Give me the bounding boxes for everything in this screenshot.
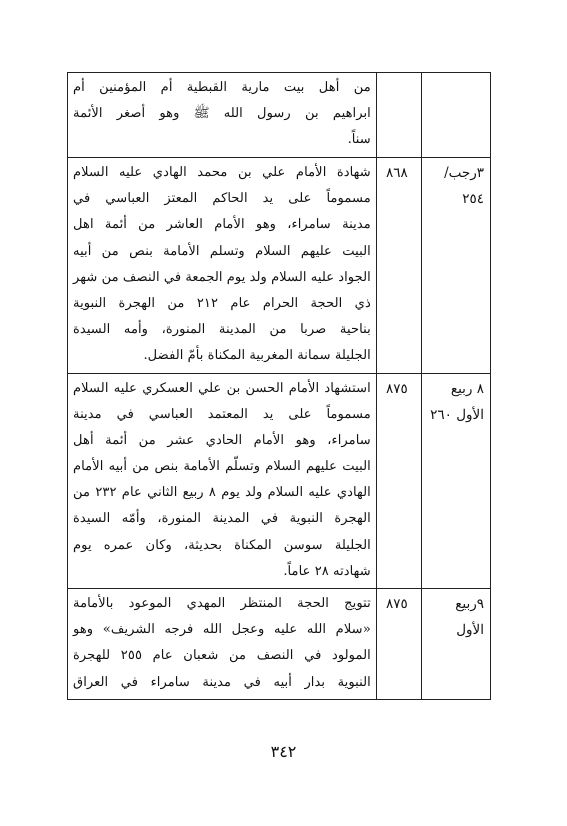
event-text	[68, 158, 376, 373]
event-text	[68, 73, 376, 157]
event-line: مدينة سامراء، وهو الأمام العاشر من أئمة اهل	[73, 217, 371, 233]
event-line: من أهل بيت مارية القبطية أم المؤمنين أم	[73, 80, 371, 95]
event-text	[68, 374, 376, 589]
event-cell	[68, 73, 377, 158]
date-text: ٣رجب/٢٥٤	[444, 165, 484, 207]
event-line: سامراء، وهو الأمام الحادي عشر من أئمة أهل	[73, 432, 371, 448]
table-row	[68, 589, 491, 700]
event-line: الجليلة سوسن المكناة بحديثة، وكان عمره يوم	[73, 537, 371, 553]
event-line: النبوية بدار أبيه في مدينة سامراء في العراق	[73, 674, 371, 690]
chronology-table-body	[68, 73, 491, 700]
year-cell	[376, 373, 421, 589]
chronology-table	[67, 72, 491, 700]
year-text: ٨٦٨	[386, 165, 408, 181]
event-cell	[68, 589, 377, 700]
event-line: سناً.	[347, 132, 371, 148]
year-text: ٨٧٥	[386, 380, 408, 397]
event-line: تتويج الحجة المنتظر المهدي الموعود بالأمامة	[73, 596, 371, 611]
table-row	[68, 73, 491, 158]
event-line: مسموماً على يد المعتمد العباسي في مدينة	[73, 406, 371, 422]
event-line: البيت عليهم السلام وتسلم الأمامة بنص من أبيه	[73, 243, 371, 259]
date-text	[422, 73, 490, 75]
event-line: الهادي عليه السلام ولد يوم ٨ ربيع الثاني عام ٢٣٢ من	[73, 485, 371, 501]
year-cell	[376, 73, 421, 158]
table-row	[68, 158, 491, 374]
table-row	[68, 373, 491, 589]
event-line: الهجرة النبوية في المدينة المنورة، وأمّه السيدة	[73, 511, 371, 527]
event-line: شهادته ٢٨ عاماً.	[283, 563, 371, 579]
date-cell	[422, 373, 491, 589]
year-text	[377, 73, 421, 75]
date-cell	[422, 158, 491, 374]
event-line: ذي الحجة الحرام عام ٢١٢ من الهجرة النبوية	[73, 295, 371, 311]
page-number: ٣٤٢	[270, 742, 297, 761]
year-text: ٨٧٥	[386, 596, 408, 612]
event-cell	[68, 158, 377, 374]
year-cell	[376, 158, 421, 374]
event-line: المولود في النصف من شعبان عام ٢٥٥ للهجرة	[73, 648, 371, 664]
event-cell	[68, 373, 377, 589]
event-line: البيت عليهم السلام وتسلّم الأمامة بنص من أبيه الأمام	[73, 459, 371, 475]
event-line: شهادة الأمام علي بن محمد الهادي عليه السلام	[73, 165, 371, 180]
date-text: ٩ربيع الأول	[455, 596, 484, 638]
year-cell	[376, 589, 421, 700]
date-cell	[422, 73, 491, 158]
event-text	[68, 589, 376, 699]
event-line: ابراهيم بن رسول الله ﷺ وهو أصغر الأئمة	[73, 106, 371, 122]
event-line: «سلام الله عليه وعجل الله فرجه الشريف» وهو	[73, 622, 371, 638]
event-line: الجواد عليه السلام ولد يوم الجمعة في النصف من شهر	[73, 269, 371, 285]
event-line: استشهاد الأمام الحسن بن علي العسكري عليه السلام	[73, 380, 371, 396]
date-cell	[422, 589, 491, 700]
event-line: مسموماً على يد الحاكم المعتز العباسي في	[73, 191, 371, 207]
event-line: الجليلة سمانة المغربية المكناة بأمّ الفضل.	[143, 348, 371, 364]
event-line: بناحية صربا من المدينة المنورة، وأمه السيدة	[73, 322, 371, 338]
date-text: ٨ ربيع الأول ٢٦٠	[430, 380, 484, 423]
